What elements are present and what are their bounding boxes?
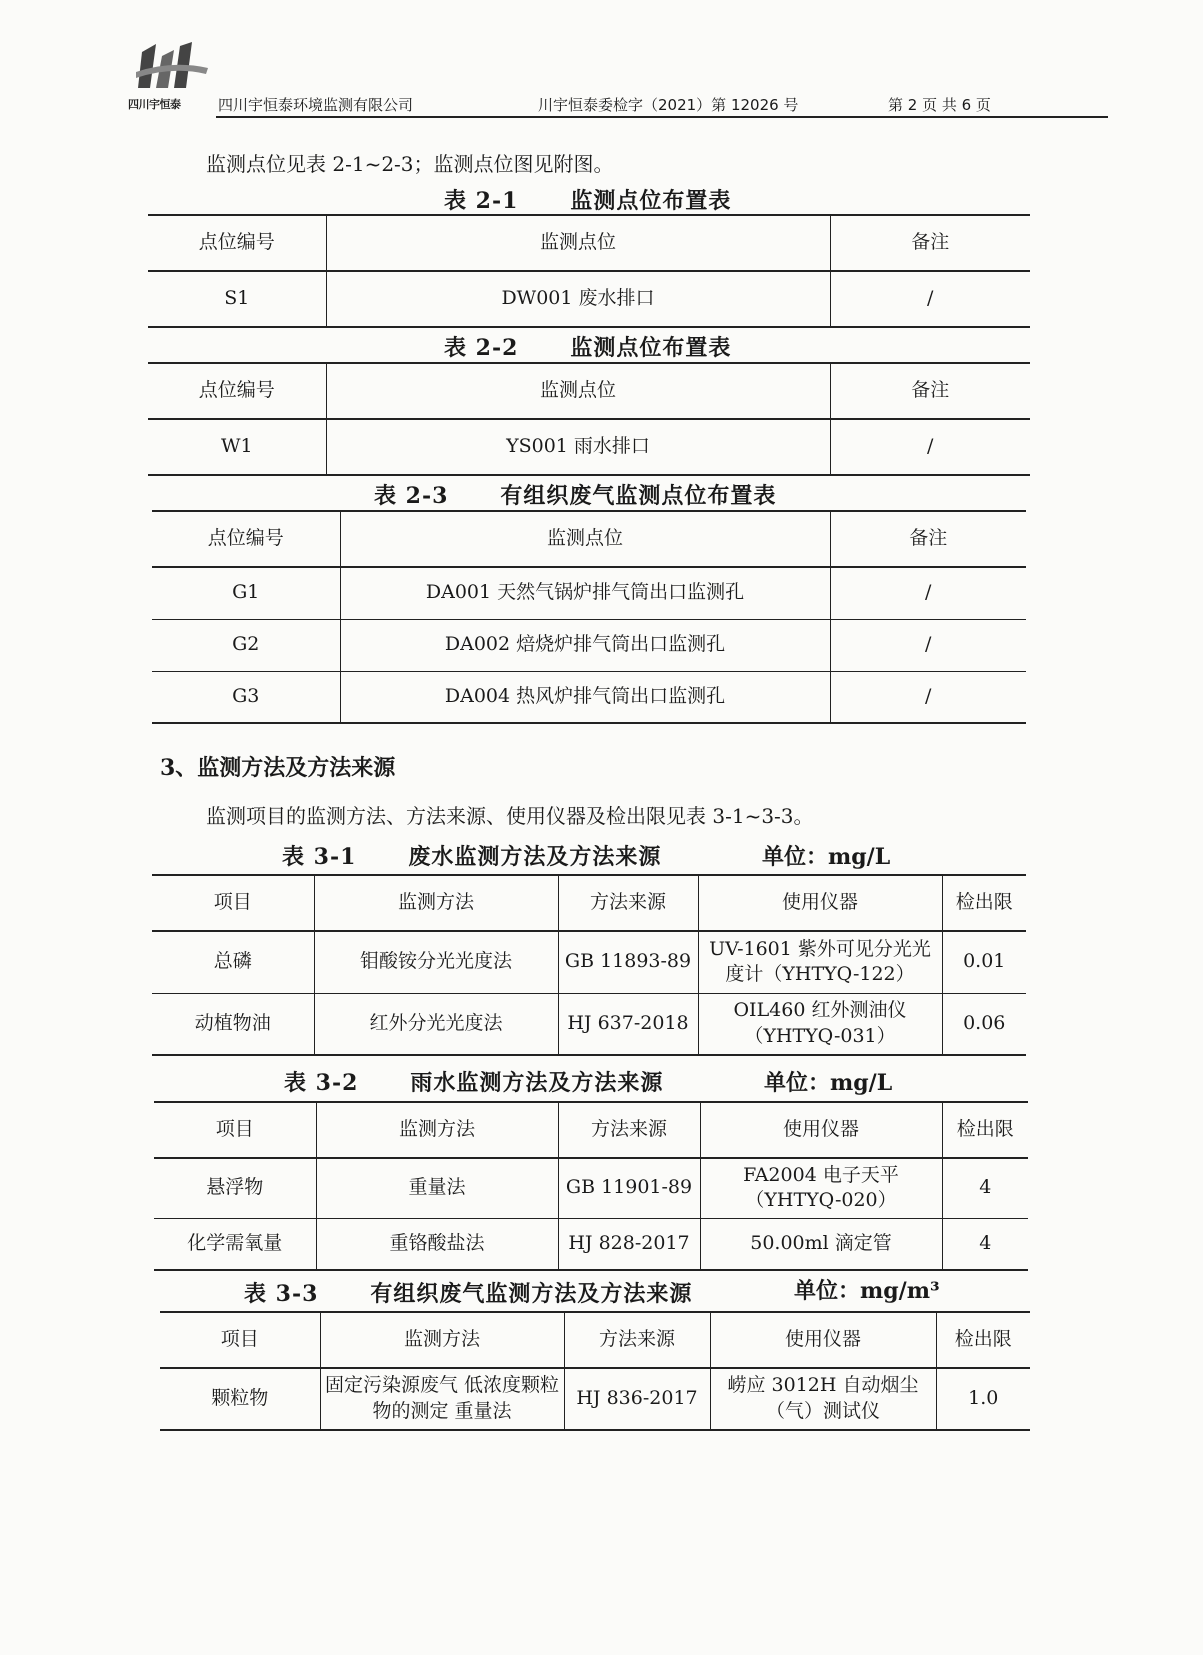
table-cell: 悬浮物: [154, 1158, 316, 1218]
table-cell: 1.0: [936, 1368, 1030, 1430]
page-header: [128, 38, 1108, 118]
table-header-cell: 使用仪器: [698, 875, 942, 931]
table-header-cell: 监测点位: [326, 215, 830, 271]
table-header-cell: 监测方法: [320, 1312, 564, 1368]
section-3-title: 3、监测方法及方法来源: [160, 755, 396, 781]
table-cell: 0.01: [942, 931, 1026, 993]
table-cell: G1: [152, 567, 340, 619]
table-row: [152, 931, 1026, 993]
table-cell: 钼酸铵分光光度法: [314, 931, 558, 993]
table-cell: W1: [148, 419, 326, 475]
table-header-cell: 方法来源: [558, 875, 698, 931]
table-header-cell: 检出限: [942, 1102, 1028, 1158]
header-doc-number: 川宇恒泰委检字（2021）第 12026 号: [538, 96, 799, 114]
table-header-cell: 备注: [830, 511, 1026, 567]
table-cell: 4: [942, 1218, 1028, 1270]
table-cell: HJ 828-2017: [558, 1218, 700, 1270]
table-cell: 重铬酸盐法: [316, 1218, 558, 1270]
table-cell: 总磷: [152, 931, 314, 993]
section-3-text: 监测项目的监测方法、方法来源、使用仪器及检出限见表 3-1~3-3。: [206, 804, 814, 828]
table-cell: FA2004 电子天平（YHTYQ-020）: [700, 1158, 942, 1218]
table-cell: 50.00ml 滴定管: [700, 1218, 942, 1270]
table-header-cell: 监测点位: [340, 511, 830, 567]
table-cell: GB 11893-89: [558, 931, 698, 993]
logo-text: 四川宇恒泰: [128, 98, 181, 111]
table-cell: /: [830, 567, 1026, 619]
table-cell: 化学需氧量: [154, 1218, 316, 1270]
table-2-1-caption: 表 2-1 监测点位布置表: [444, 188, 732, 214]
table-cell: G2: [152, 619, 340, 671]
table-header-cell: 项目: [160, 1312, 320, 1368]
table-3-1: [152, 874, 1026, 1056]
header-rule: [216, 116, 1108, 118]
table-row: [160, 1368, 1030, 1430]
table-cell: 颗粒物: [160, 1368, 320, 1430]
table-3-1-caption: 表 3-1 废水监测方法及方法来源: [282, 844, 662, 870]
table-3-3: [160, 1311, 1030, 1431]
table-header-cell: 监测点位: [326, 363, 830, 419]
table-header-cell: 点位编号: [152, 511, 340, 567]
table-cell: UV-1601 紫外可见分光光度计（YHTYQ-122）: [698, 931, 942, 993]
table-cell: S1: [148, 271, 326, 327]
table-row: [152, 993, 1026, 1055]
table-header-cell: 使用仪器: [710, 1312, 936, 1368]
table-cell: DA002 焙烧炉排气筒出口监测孔: [340, 619, 830, 671]
table-header-cell: 备注: [830, 363, 1030, 419]
table-3-1-unit: 单位：mg/L: [762, 844, 891, 870]
table-cell: OIL460 红外测油仪（YHTYQ-031）: [698, 993, 942, 1055]
table-row: [152, 619, 1026, 671]
table-3-2: [154, 1101, 1028, 1271]
table-cell: 崂应 3012H 自动烟尘（气）测试仪: [710, 1368, 936, 1430]
table-row: [154, 1158, 1028, 1218]
table-3-2-caption: 表 3-2 雨水监测方法及方法来源: [284, 1070, 664, 1096]
table-cell: DW001 废水排口: [326, 271, 830, 327]
table-cell: G3: [152, 671, 340, 723]
table-header-cell: 点位编号: [148, 363, 326, 419]
table-header-cell: 项目: [154, 1102, 316, 1158]
table-3-2-unit: 单位：mg/L: [764, 1070, 893, 1096]
table-cell: YS001 雨水排口: [326, 419, 830, 475]
table-cell: 4: [942, 1158, 1028, 1218]
table-cell: DA001 天然气锅炉排气筒出口监测孔: [340, 567, 830, 619]
table-cell: 固定污染源废气 低浓度颗粒物的测定 重量法: [320, 1368, 564, 1430]
table-cell: 动植物油: [152, 993, 314, 1055]
table-row: [154, 1218, 1028, 1270]
table-cell: 红外分光光度法: [314, 993, 558, 1055]
table-row: [148, 419, 1030, 475]
table-row: [148, 271, 1030, 327]
table-cell: /: [830, 671, 1026, 723]
table-2-2: [148, 362, 1030, 476]
table-3-3-caption: 表 3-3 有组织废气监测方法及方法来源: [244, 1281, 693, 1307]
table-cell: GB 11901-89: [558, 1158, 700, 1218]
table-2-1: [148, 214, 1030, 328]
table-header-cell: 检出限: [942, 875, 1026, 931]
intro-text: 监测点位见表 2-1~2-3；监测点位图见附图。: [206, 152, 614, 176]
table-header-cell: 监测方法: [314, 875, 558, 931]
table-2-3: [152, 510, 1026, 724]
table-cell: /: [830, 271, 1030, 327]
table-2-2-caption: 表 2-2 监测点位布置表: [444, 335, 732, 361]
table-header-cell: 使用仪器: [700, 1102, 942, 1158]
table-cell: 0.06: [942, 993, 1026, 1055]
table-header-cell: 项目: [152, 875, 314, 931]
table-cell: HJ 836-2017: [564, 1368, 710, 1430]
table-cell: /: [830, 419, 1030, 475]
table-cell: /: [830, 619, 1026, 671]
table-row: [152, 671, 1026, 723]
table-header-cell: 点位编号: [148, 215, 326, 271]
table-cell: 重量法: [316, 1158, 558, 1218]
table-cell: DA004 热风炉排气筒出口监测孔: [340, 671, 830, 723]
header-company: 四川宇恒泰环境监测有限公司: [218, 96, 414, 114]
table-header-cell: 监测方法: [316, 1102, 558, 1158]
table-header-cell: 检出限: [936, 1312, 1030, 1368]
table-cell: HJ 637-2018: [558, 993, 698, 1055]
header-page-number: 第 2 页 共 6 页: [888, 96, 991, 114]
table-2-3-caption: 表 2-3 有组织废气监测点位布置表: [374, 483, 777, 509]
table-3-3-unit: 单位：mg/m³: [794, 1278, 940, 1304]
table-row: [152, 567, 1026, 619]
table-header-cell: 备注: [830, 215, 1030, 271]
table-header-cell: 方法来源: [558, 1102, 700, 1158]
table-header-cell: 方法来源: [564, 1312, 710, 1368]
